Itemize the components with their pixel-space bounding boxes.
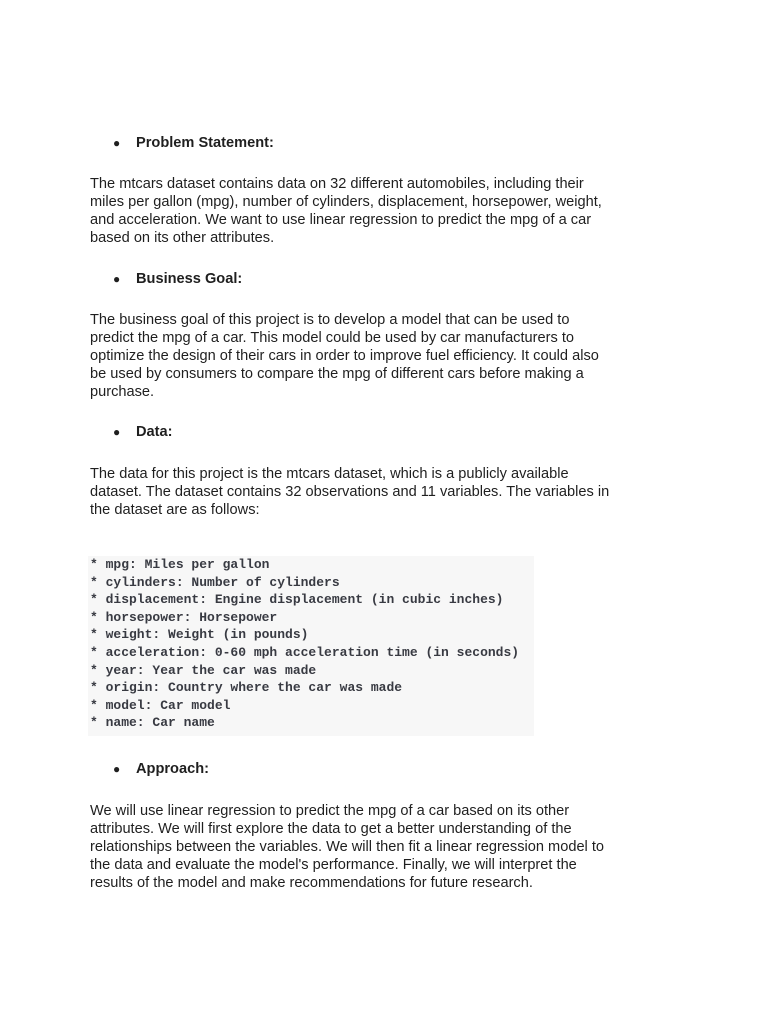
paragraph-problem-statement [90, 175, 650, 247]
code-line: * origin: Country where the car was made [90, 680, 403, 696]
bullet-icon: ● [113, 425, 121, 439]
text-line: predict the mpg of a car. This model could be used by car manufacturers to [90, 330, 575, 346]
text-line: We will use linear regression to predict the mpg of a car based on its other [90, 803, 570, 819]
paragraph-approach [90, 802, 650, 892]
text-line: dataset. The dataset contains 32 observations and 11 variables. The variables in [90, 484, 610, 500]
text-line: and acceleration. We want to use linear regression to predict the mpg of a car [90, 212, 592, 228]
code-line: * model: Car model [90, 697, 231, 713]
text-line: optimize the design of their cars in order to improve fuel efficiency. It could also [90, 348, 599, 364]
text-line: The mtcars dataset contains data on 32 different automobiles, including their [90, 176, 584, 192]
code-block-variables [88, 556, 534, 736]
text-line: the data and evaluate the model's performance. Finally, we will interpret the [90, 857, 577, 873]
code-line: * name: Car name [90, 715, 215, 731]
text-line: relationships between the variables. We will then fit a linear regression model to [90, 839, 605, 855]
heading-data [113, 422, 173, 442]
code-line: * mpg: Miles per gallon [90, 557, 270, 572]
heading-text: Approach: [136, 761, 209, 777]
heading-business-goal [113, 269, 242, 289]
text-line: the dataset are as follows: [90, 502, 260, 518]
heading-text: Data: [136, 424, 173, 440]
code-line: * acceleration: 0-60 mph acceleration time (in seconds) [90, 645, 520, 660]
text-line: based on its other attributes. [90, 230, 275, 246]
code-line: * weight: Weight (in pounds) [90, 627, 309, 643]
paragraph-data [90, 465, 650, 519]
heading-approach [113, 759, 209, 779]
text-line: be used by consumers to compare the mpg of different cars before making a [90, 366, 584, 382]
heading-problem-statement [113, 133, 274, 153]
bullet-icon: ● [113, 272, 121, 286]
heading-text: Business Goal: [136, 271, 243, 287]
text-line: The data for this project is the mtcars dataset, which is a publicly available [90, 466, 569, 482]
code-line: * displacement: Engine displacement (in cubic inches) [90, 592, 504, 608]
text-line: results of the model and make recommendations for future research. [90, 875, 533, 891]
text-line: miles per gallon (mpg), number of cylinders, displacement, horsepower, weight, [90, 194, 602, 210]
code-line: * year: Year the car was made [90, 662, 317, 678]
code-line: * horsepower: Horsepower [90, 609, 278, 625]
bullet-icon: ● [113, 136, 121, 150]
text-line: The business goal of this project is to develop a model that can be used to [90, 312, 570, 328]
text-line: purchase. [90, 384, 155, 400]
bullet-icon: ● [113, 762, 121, 776]
text-line: attributes. We will first explore the data to get a better understanding of the [90, 821, 572, 837]
heading-text: Problem Statement: [136, 135, 274, 151]
paragraph-business-goal [90, 311, 650, 401]
code-line: * cylinders: Number of cylinders [90, 574, 340, 590]
